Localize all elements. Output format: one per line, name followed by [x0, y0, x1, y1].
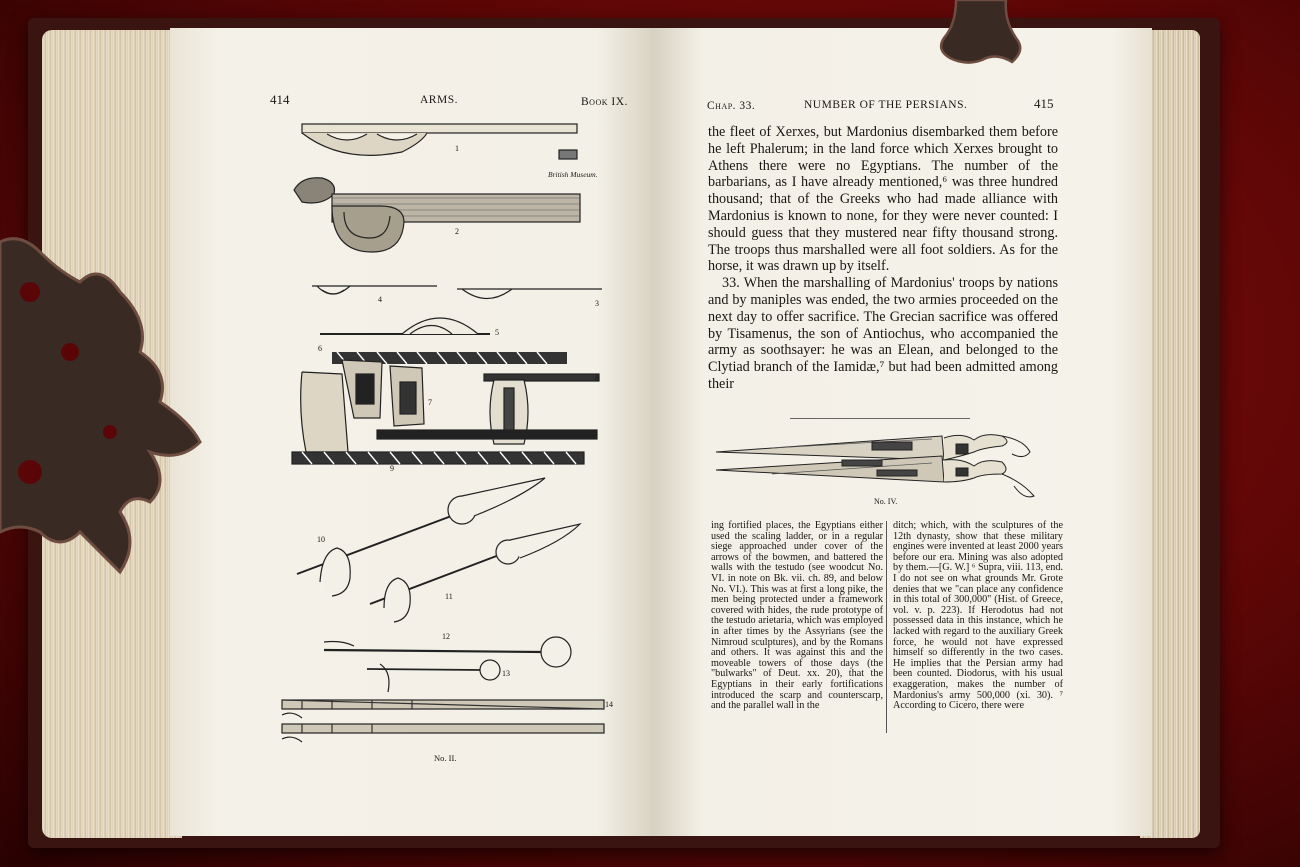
metal-tab-bookmark	[936, 0, 1026, 66]
left-running-title: ARMS.	[420, 94, 458, 106]
section-rule	[790, 418, 970, 419]
figure-number: 13	[502, 669, 510, 678]
figure-number: 5	[495, 328, 499, 337]
figure-number: 14	[605, 700, 613, 709]
figure-number: 10	[317, 535, 325, 544]
right-page-number: 415	[1034, 96, 1054, 111]
plate-caption: No. II.	[434, 753, 457, 763]
figure-number: 11	[445, 592, 453, 601]
footnote-column-right: ditch; which, with the sculptures of the 12th dynasty, show that these military engines were invented at least 2000 years before our era. Mining was also adopted by them.—[G. W.] ⁶ Supra, viii. 113, end. I do not see on what grounds Mr. Grote denies that we "can place any confidence in this total of 300,000" (Hist. of Greece, vol. v. p. 223). If Herodotus had not possessed data in this instance, which he lacked with regard to the auxiliary Greek force, he would not have expressed himself so differently in the two cases. He implies that the Persian army had been counted. Diodorus, with his usual exaggeration, makes the number of Mardonius's army 500,000 (xi. 30). ⁷ According to Cicero, there were	[893, 520, 1063, 712]
body-text	[708, 124, 1058, 393]
figure-number: 3	[595, 299, 599, 308]
figure-number: 1	[455, 144, 459, 153]
figure-number: 6	[318, 344, 322, 353]
figure-number: 9	[390, 464, 394, 473]
figure-number: 12	[442, 632, 450, 641]
left-book-label: Book IX.	[581, 96, 628, 108]
weapons-engraving	[262, 112, 622, 762]
figure-number: 4	[378, 295, 382, 304]
dagger-caption: No. IV.	[874, 497, 898, 506]
figure-number: 8	[595, 374, 599, 383]
dagger-illustration	[712, 430, 1057, 500]
left-page-number: 414	[270, 92, 290, 107]
chapter-label: Chap. 33.	[707, 100, 756, 112]
column-divider	[886, 521, 887, 733]
metal-leaf-bookmark	[0, 232, 210, 577]
footnote-column-left: ing fortified places, the Egyptians either used the scaling ladder, or in a regular siege approached under cover of the arrows of the bowmen, and battered the walls with the testudo (see woodcut No. VI. in note on Bk. vii. ch. 89, and below No. VI.). This was at first a long pike, the men being protected under a framework covered with hides, the rude prototype of the testudo arietaria, which was employed in after times by the Assyrians (see the Nimroud sculptures), and by the Romans and others. It was against this and the moveable towers of those days (the "bulwarks" of Deut. xx. 20), that the Egyptians in their early fortifications introduced the scarp and counterscarp, and the parallel wall in the	[711, 520, 883, 712]
museum-credit: British Museum.	[548, 170, 598, 179]
figure-number: 2	[455, 227, 459, 236]
figure-number: 7	[428, 398, 432, 407]
body-paragraph: 33. When the marshalling of Mardonius' troops by nations and by maniples was ended, the two armies proceeded on the next day to offer sacrifice. The Grecian sacrifice was offered by Tisamenus, the son of Antiochus, who accompanied the army as soothsayer: he was an Elean, and belonged to the Clytiad branch of the Iamidæ,⁷ but had been admitted among their	[708, 275, 1058, 392]
right-running-title: NUMBER OF THE PERSIANS.	[804, 99, 968, 111]
body-paragraph: the fleet of Xerxes, but Mardonius disembarked them before he left Phalerum; in the land force which Xerxes brought to Athens there were no Egyptians. The number of the barbarians, as I have already mentioned,⁶ was three hundred thousand; that of the Greeks who had made alliance with Mardonius is known to none, for they were never counted: I should guess that they mustered near fifty thousand strong. The troops thus marshalled were all foot soldiers. As for the horse, it was drawn up by itself.	[708, 124, 1058, 275]
weapons-plate-illustration	[262, 112, 622, 762]
